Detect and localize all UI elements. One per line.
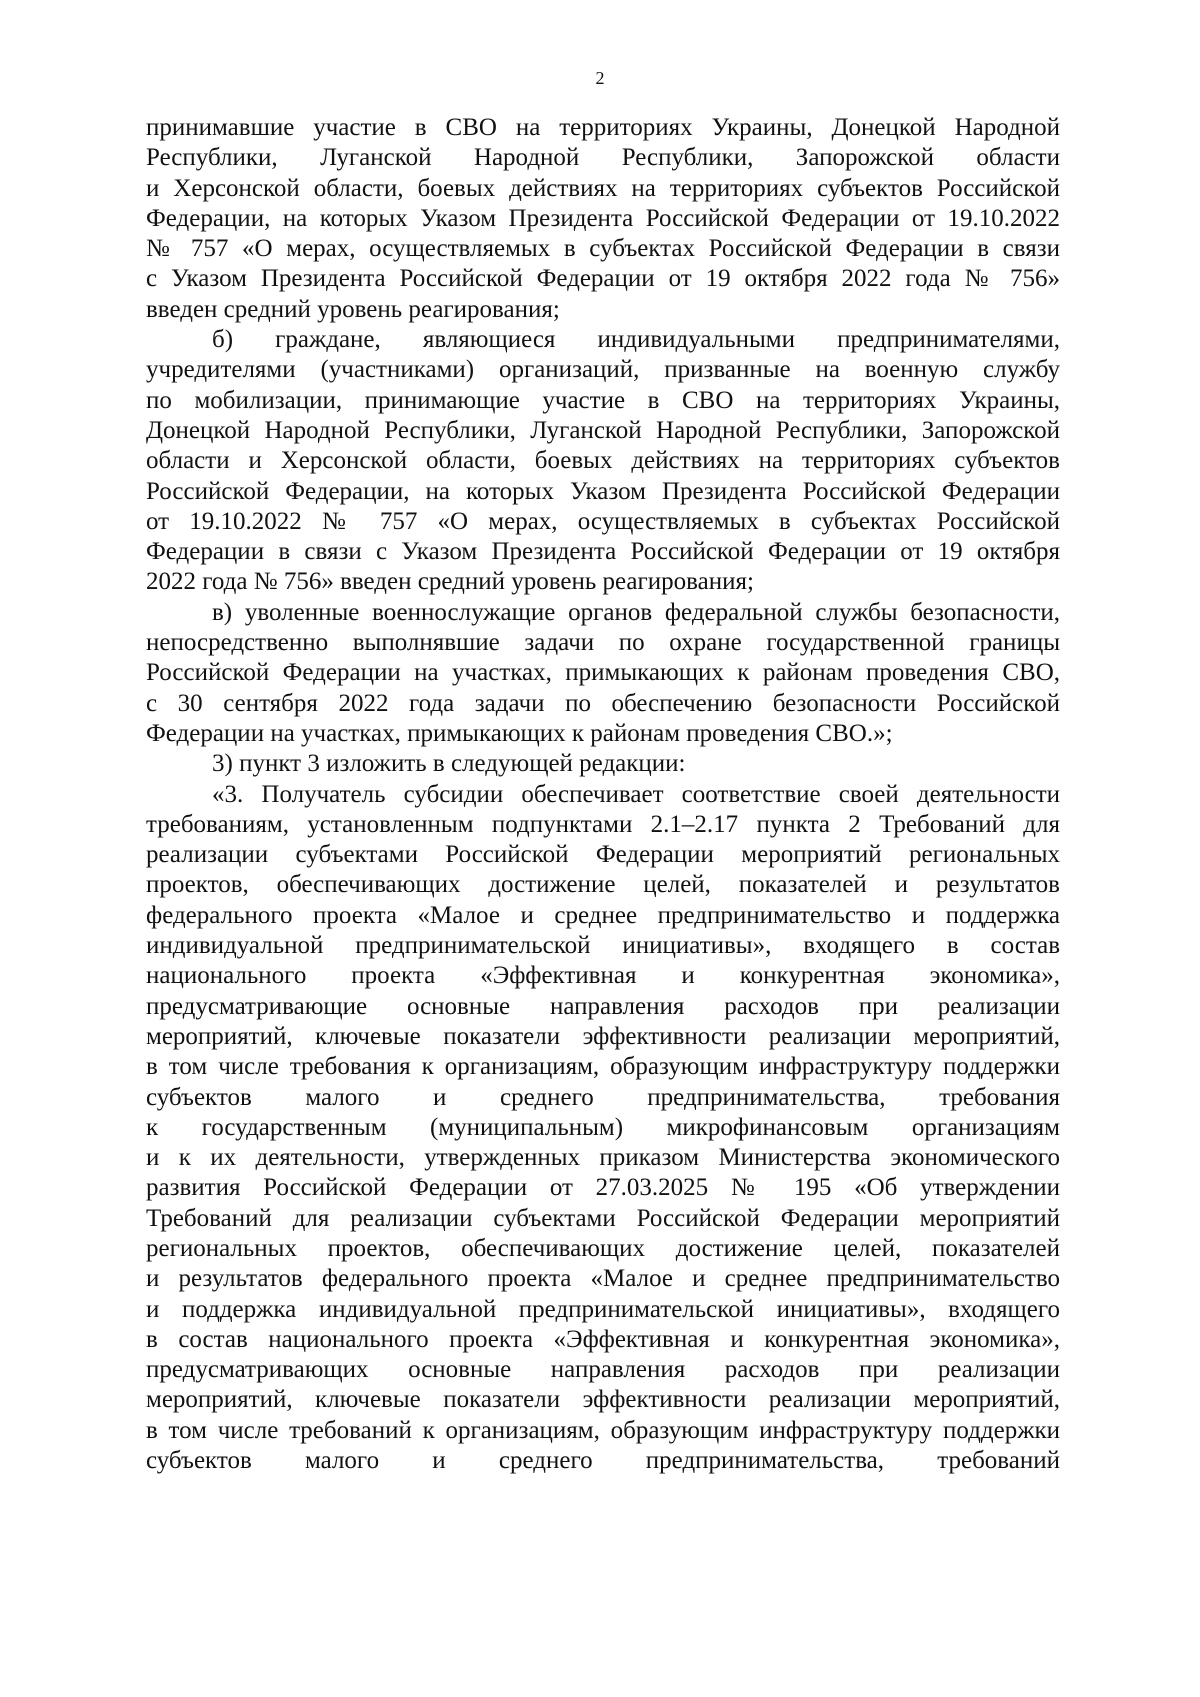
text-line: «3. Получатель субсидии обеспечивает соответствие своей деятельности [212, 780, 1060, 808]
text-line: Требований для реализации субъектами Российской Федерации мероприятий [146, 1204, 1060, 1232]
text-line: федерального проекта «Малое и среднее предпринимательство и поддержка [146, 901, 1060, 929]
text-line: мероприятий, ключевые показатели эффективности реализации мероприятий, [146, 1386, 1060, 1414]
text-line: по мобилизации, принимающие участие в СВО на территориях Украины, [146, 386, 1060, 414]
text-line: 2022 года № 756» введен средний уровень реагирования; [146, 568, 754, 596]
text-line: Республики, Луганской Народной Республики, Запорожской области [146, 144, 1060, 172]
text-line: проектов, обеспечивающих достижение целей, показателей и результатов [146, 871, 1060, 899]
text-line: № 757 «О мерах, осуществляемых в субъектах Российской Федерации в связи [146, 235, 1060, 263]
document-body [146, 113, 1060, 1476]
page-number: 2 [595, 68, 605, 88]
text-line: национального проекта «Эффективная и конкурентная экономика», [146, 962, 1060, 990]
text-line: введен средний уровень реагирования; [146, 295, 560, 323]
text-line: требованиям, установленным подпунктами 2.1–2.17 пункта 2 Требований для [146, 810, 1060, 838]
text-line: в) уволенные военнослужащие органов федеральной службы безопасности, [212, 598, 1060, 626]
text-line: с Указом Президента Российской Федерации от 19 октября 2022 года № 756» [146, 265, 1060, 293]
text-line: в том числе требований к организациям, образующим инфраструктуру поддержки [146, 1416, 1060, 1444]
text-line: в том числе требования к организациям, образующим инфраструктуру поддержки [146, 1053, 1060, 1081]
text-line: б) граждане, являющиеся индивидуальными предпринимателями, [212, 326, 1060, 354]
text-line: и к их деятельности, утвержденных приказом Министерства экономического [146, 1144, 1060, 1172]
text-line: от 19.10.2022 № 757 «О мерах, осуществляемых в субъектах Российской [146, 507, 1060, 535]
text-line: в состав национального проекта «Эффективная и конкурентная экономика», [146, 1325, 1060, 1353]
text-line: принимавшие участие в СВО на территориях Украины, Донецкой Народной [146, 114, 1060, 141]
text-line: Федерации, на которых Указом Президента Российской Федерации от 19.10.2022 [146, 204, 1060, 232]
text-line: субъектов малого и среднего предпринимательства, требования [146, 1083, 1060, 1111]
text-line: области и Херсонской области, боевых действиях на территориях субъектов [146, 447, 1060, 475]
text-line: 3) пункт 3 изложить в следующей редакции: [212, 750, 686, 778]
text-line: реализации субъектами Российской Федерации мероприятий региональных [146, 841, 1060, 869]
text-line: индивидуальной предпринимательской инициативы», входящего в состав [146, 932, 1060, 960]
text-line: к государственным (муниципальным) микрофинансовым организациям [146, 1113, 1060, 1141]
text-line: и Херсонской области, боевых действиях на территориях субъектов Российской [146, 174, 1060, 202]
text-line: Федерации в связи с Указом Президента Российской Федерации от 19 октября [146, 538, 1060, 566]
text-line: региональных проектов, обеспечивающих достижение целей, показателей [146, 1234, 1060, 1262]
text-line: учредителями (участниками) организаций, призванные на военную службу [146, 356, 1060, 384]
text-line: развития Российской Федерации от 27.03.2025 № 195 «Об утверждении [146, 1174, 1060, 1202]
text-line: Российской Федерации, на которых Указом Президента Российской Федерации [146, 477, 1060, 505]
text-line: предусматривающих основные направления расходов при реализации [146, 1356, 1060, 1384]
text-line: и поддержка индивидуальной предпринимательской инициативы», входящего [146, 1295, 1060, 1323]
text-line: субъектов малого и среднего предпринимательства, требований [146, 1447, 1060, 1475]
text-line: предусматривающие основные направления расходов при реализации [146, 992, 1060, 1020]
text-line: с 30 сентября 2022 года задачи по обеспечению безопасности Российской [146, 689, 1060, 717]
text-line: Российской Федерации на участках, примыкающих к районам проведения СВО, [146, 659, 1060, 687]
text-line: мероприятий, ключевые показатели эффективности реализации мероприятий, [146, 1022, 1060, 1050]
text-line: и результатов федерального проекта «Малое и среднее предпринимательство [146, 1265, 1060, 1293]
text-line: Федерации на участках, примыкающих к районам проведения СВО.»; [146, 719, 893, 747]
text-line: непосредственно выполнявшие задачи по охране государственной границы [146, 629, 1060, 657]
text-line: Донецкой Народной Республики, Луганской Народной Республики, Запорожской [146, 416, 1060, 444]
